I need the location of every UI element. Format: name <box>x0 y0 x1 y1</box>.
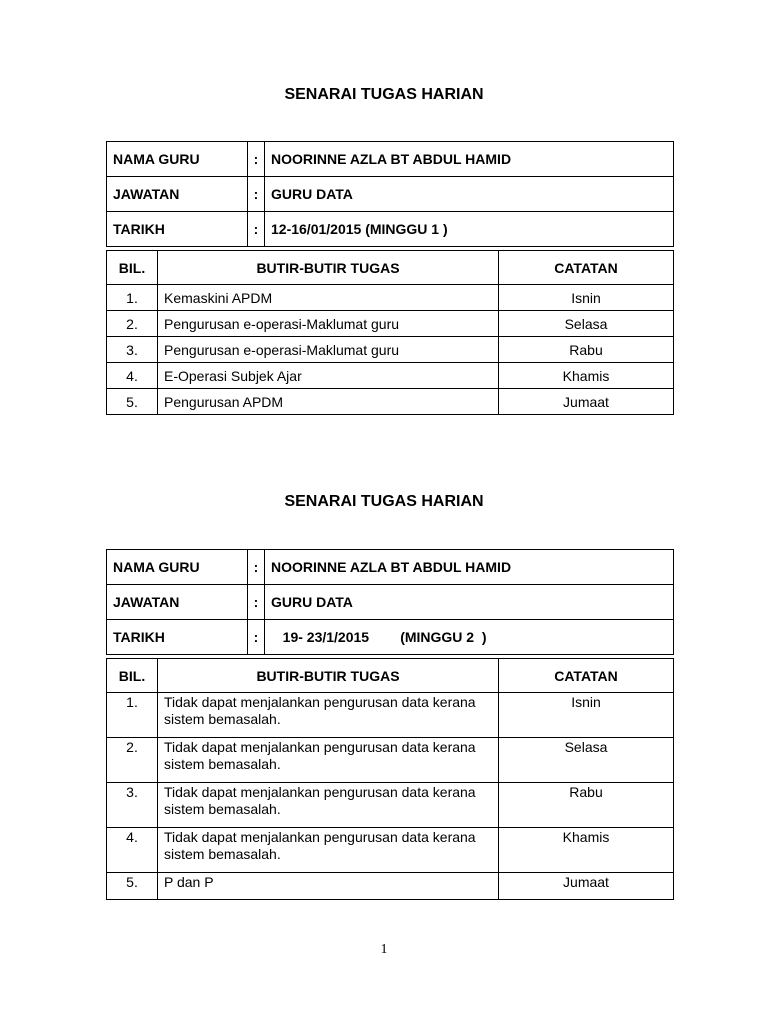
row-task: Tidak dapat menjalankan pengurusan data kerana sistem bemasalah. <box>158 828 499 873</box>
page-number: 1 <box>380 942 388 957</box>
row-note: Jumaat <box>499 873 674 900</box>
row-note: Selasa <box>499 311 674 337</box>
row-num: 4. <box>107 363 158 389</box>
info-label: JAWATAN <box>107 585 248 620</box>
row-num: 5. <box>107 389 158 415</box>
row-num: 2. <box>107 311 158 337</box>
header-task: BUTIR-BUTIR TUGAS <box>158 659 499 693</box>
info-value: NOORINNE AZLA BT ABDUL HAMID <box>265 142 674 177</box>
info-row-teacher-name <box>107 550 674 585</box>
info-label: NAMA GURU <box>107 550 248 585</box>
header-note: CATATAN <box>499 659 674 693</box>
row-num: 3. <box>107 783 158 828</box>
info-colon: : <box>248 620 265 655</box>
row-note: Khamis <box>499 363 674 389</box>
info-value: 12-16/01/2015 (MINGGU 1 ) <box>265 212 674 247</box>
row-note: Isnin <box>499 285 674 311</box>
info-label: NAMA GURU <box>107 142 248 177</box>
info-value: GURU DATA <box>265 585 674 620</box>
info-label: JAWATAN <box>107 177 248 212</box>
row-task: Pengurusan APDM <box>158 389 499 415</box>
header-num: BIL. <box>107 659 158 693</box>
section-2-info-table <box>106 549 674 655</box>
table-row <box>107 873 674 900</box>
task-header-row <box>107 251 674 285</box>
section-2-task-table <box>106 658 674 900</box>
table-row <box>107 693 674 738</box>
section-1-task-table <box>106 250 674 415</box>
info-value: NOORINNE AZLA BT ABDUL HAMID <box>265 550 674 585</box>
row-note: Rabu <box>499 783 674 828</box>
task-header-row <box>107 659 674 693</box>
table-row <box>107 738 674 783</box>
info-row-date <box>107 620 674 655</box>
row-task: Tidak dapat menjalankan pengurusan data kerana sistem bemasalah. <box>158 693 499 738</box>
row-num: 1. <box>107 693 158 738</box>
row-num: 2. <box>107 738 158 783</box>
table-row <box>107 337 674 363</box>
row-note: Jumaat <box>499 389 674 415</box>
info-colon: : <box>248 585 265 620</box>
row-task: Pengurusan e-operasi-Maklumat guru <box>158 337 499 363</box>
row-task: Tidak dapat menjalankan pengurusan data kerana sistem bemasalah. <box>158 738 499 783</box>
row-task: Tidak dapat menjalankan pengurusan data kerana sistem bemasalah. <box>158 783 499 828</box>
section-1-info-table <box>106 141 674 247</box>
table-row <box>107 389 674 415</box>
row-num: 1. <box>107 285 158 311</box>
info-row-position <box>107 585 674 620</box>
table-row <box>107 285 674 311</box>
info-colon: : <box>248 212 265 247</box>
table-row <box>107 783 674 828</box>
row-task: E-Operasi Subjek Ajar <box>158 363 499 389</box>
info-row-teacher-name <box>107 142 674 177</box>
table-row <box>107 311 674 337</box>
section-1-title: SENARAI TUGAS HARIAN <box>284 86 484 103</box>
row-note: Rabu <box>499 337 674 363</box>
table-row <box>107 828 674 873</box>
row-num: 3. <box>107 337 158 363</box>
header-num: BIL. <box>107 251 158 285</box>
header-task: BUTIR-BUTIR TUGAS <box>158 251 499 285</box>
section-2-title: SENARAI TUGAS HARIAN <box>284 493 484 510</box>
row-note: Isnin <box>499 693 674 738</box>
header-note: CATATAN <box>499 251 674 285</box>
row-note: Selasa <box>499 738 674 783</box>
row-task: P dan P <box>158 873 499 900</box>
info-label: TARIKH <box>107 620 248 655</box>
table-row <box>107 363 674 389</box>
row-task: Kemaskini APDM <box>158 285 499 311</box>
info-row-date <box>107 212 674 247</box>
info-colon: : <box>248 177 265 212</box>
info-label: TARIKH <box>107 212 248 247</box>
row-task: Pengurusan e-operasi-Maklumat guru <box>158 311 499 337</box>
info-colon: : <box>248 142 265 177</box>
row-num: 4. <box>107 828 158 873</box>
info-value: 19- 23/1/2015 (MINGGU 2 ) <box>265 620 674 655</box>
info-value: GURU DATA <box>265 177 674 212</box>
row-note: Khamis <box>499 828 674 873</box>
info-row-position <box>107 177 674 212</box>
row-num: 5. <box>107 873 158 900</box>
info-colon: : <box>248 550 265 585</box>
